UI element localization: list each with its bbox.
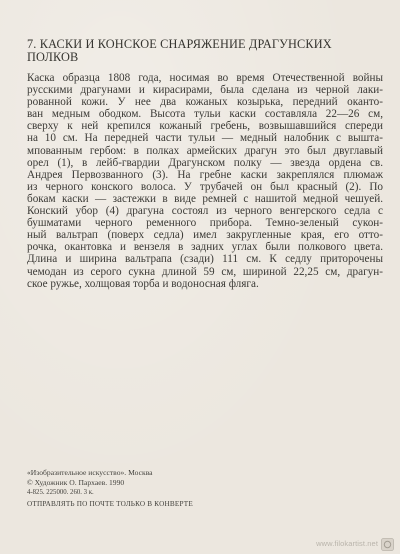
text-line: ское ружье, холщовая торба и водоносная фляга.: [27, 277, 259, 290]
text-line: из черного конского волоса. У трубачей он был красный (2). По: [27, 180, 383, 193]
text-line: на 10 см. На передней части тульи — медный налобник с вышта-: [27, 132, 383, 145]
heading-line: 7. КАСКИ И КОНСКОЕ СНАРЯЖЕНИЕ ДРАГУНСКИХ: [27, 37, 332, 51]
print-code: 4-825. 225000. 260. 3 к.: [27, 489, 94, 496]
text-line: орел (1), в лейб-гвардии Драгунском полку — звезда ордена св.: [27, 156, 383, 169]
text-line: Конский убор (4) драгуна состоял из черного венгерского седла с: [27, 205, 383, 218]
artist-credit: © Художник О. Пархаев. 1990: [27, 478, 125, 487]
text-line: ный вальтрап (поверх седла) имел закругленные края, его отто-: [27, 229, 383, 242]
text-line: сверху к ней крепился кожаный гребень, возвышавшийся спереди: [27, 120, 383, 133]
text-line: рованной кожи. У нее два кожаных козырька, передний оканто-: [27, 96, 383, 109]
text-line: Длина и ширина вальтрапа (сзади) 111 см. К седлу приторочены: [27, 253, 383, 266]
description-text: [27, 72, 383, 290]
text-line: Каска образца 1808 года, носимая во время Отечественной войны: [27, 72, 383, 84]
section-heading: [27, 38, 382, 64]
text-line: бокам каски — застежки в виде ремней с нашитой медной чешуей.: [27, 192, 383, 205]
text-line: рочка, окантовка и вензеля в задних углах были полкового цвета.: [27, 241, 383, 254]
mailing-note: ОТПРАВЛЯТЬ ПО ПОЧТЕ ТОЛЬКО В КОНВЕРТЕ: [27, 500, 193, 508]
text-line: чемодан из серого сукна длиной 59 см, шириной 22,25 см, драгун-: [27, 265, 383, 278]
heading-line: ПОЛКОВ: [27, 50, 79, 64]
text-line: Андрея Первозванного (3). На гребне каски закреплялся плюмаж: [27, 168, 383, 181]
imprint-block: [27, 468, 327, 509]
text-line: бушматами черного ременного прибора. Темно-зеленый сукон-: [27, 217, 383, 230]
text-line: ван медным ободком. Высота тульи каски составляла 22—26 см,: [27, 108, 383, 121]
text-line: русскими драгунами и кирасирами, была сделана из черной лаки-: [27, 84, 383, 97]
publisher-line: «Изобразительное искусство». Москва: [27, 468, 153, 477]
watermark-text: www.filokartist.net: [316, 539, 378, 548]
watermark-logo-icon: [381, 538, 394, 551]
text-line: мпованным гербом: в полках армейских драгун это был двуглавый: [27, 144, 383, 157]
